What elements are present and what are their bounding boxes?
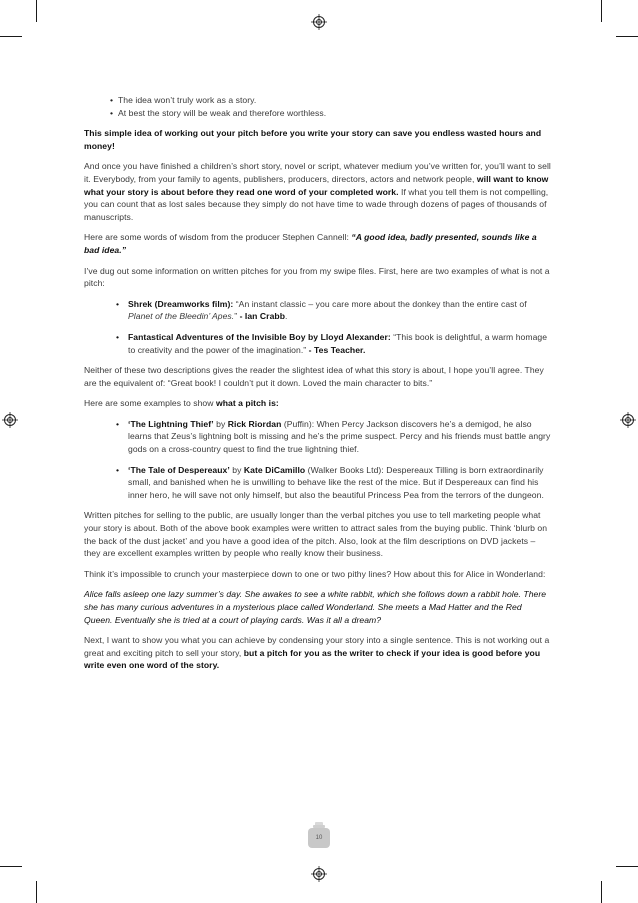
paragraph-simple-idea xyxy=(84,127,552,152)
page-number-badge xyxy=(306,821,332,849)
list-item xyxy=(84,331,552,356)
text: Here are some examples to show xyxy=(84,398,216,409)
crop-mark xyxy=(601,0,602,22)
registration-mark-icon xyxy=(620,412,636,428)
bold-text: but a pitch for you as the writer to check if your idea is good before you write even one word of the story. xyxy=(84,647,541,671)
crop-mark xyxy=(36,0,37,22)
paragraph-examples-intro xyxy=(84,397,552,410)
crop-mark xyxy=(616,866,638,867)
item-title: Shrek (Dreamworks film): xyxy=(128,298,234,309)
item-author: Rick Riordan xyxy=(227,418,282,429)
crop-mark xyxy=(601,881,602,903)
text: (Walker Books Ltd): Despereaux Tilling is born extraordinarily small, and banished when he is unwilling to behave like the rest of the mice. But if Despereaux can find his inner hero, he will save not only himself, but also the beautiful Princess Pea from the terrors of the dungeon. xyxy=(128,464,544,500)
bold-text: This simple idea of working out your pitch before you write your story can save you endless wasted hours and money! xyxy=(84,128,542,151)
paragraph-selling xyxy=(84,160,552,223)
paragraph-neither: Neither of these two descriptions gives the reader the slightest idea of what this story is about, I hope you’ll agree. They are the equivalent of: “Great book! I couldn’t put it down. Loved the main character to bits.” xyxy=(84,365,544,388)
registration-mark-icon xyxy=(311,866,327,882)
text: Next, I want to show you what you can achieve by condensing your story into a single sentence. This is not working out a great and exciting pitch to sell your story, xyxy=(84,635,550,658)
not-pitch-list xyxy=(84,298,552,356)
text: by xyxy=(213,418,228,429)
credit: - Ian Crabb xyxy=(239,311,285,322)
bold-text: will want to know what your story is about before they read one word of your completed work. xyxy=(84,173,549,197)
text: by xyxy=(229,464,244,475)
registration-mark-icon xyxy=(311,14,327,30)
paragraph-swipe-files: I’ve dug out some information on written pitches for you from my swipe files. First, here are two examples of what is not a pitch: xyxy=(84,265,550,289)
paragraph-next xyxy=(84,634,552,672)
item-title: ‘The Lightning Thief’ xyxy=(128,418,214,429)
document-body xyxy=(84,94,552,680)
italic-text: Planet of the Bleedin’ Apes. xyxy=(128,311,235,322)
item-title: Fantastical Adventures of the Invisible Boy by Lloyd Alexander: xyxy=(128,331,391,342)
crop-mark xyxy=(0,36,22,37)
paragraph-alice xyxy=(84,588,552,626)
paragraph-written-pitches: Written pitches for selling to the public, are usually longer than the verbal pitches you use to tell marketing people what your story is about. Both of the above book examples were written to attract sales from the buying public. Think ‘blurb on the back of the dust jacket’ and you have a good idea of the pitch. Also, look at the film descriptions on DVD jackets – they are excellent examples written by people who really know their business. xyxy=(84,510,548,559)
list-item xyxy=(84,464,552,502)
text: (Puffin): When Percy Jackson discovers he’s a demigod, he also learns that Zeus’s lightning bolt is missing and he’s the prime suspect. Percy and his friends must battle angry gods on a cross-country quest to find the true lightning thief. xyxy=(128,418,551,455)
italic-text: Alice falls asleep one lazy summer’s day. She awakes to see a white rabbit, which she follows down a rabbit hole. There she has many curious adventures in a mysterious place called Wonderland. She meets a Mad Hatter and the Red Queen. Eventually she is tried at a court of playing cards. Was it all a dream? xyxy=(84,589,547,625)
list-item: • The idea won’t truly work as a story. xyxy=(84,94,552,107)
crop-mark xyxy=(36,881,37,903)
intro-bullet-list xyxy=(84,94,552,119)
is-pitch-list xyxy=(84,418,552,502)
text: “This book is delightful, a warm homage to creativity and the power of the imagination.” xyxy=(128,331,548,355)
text: Here are some words of wisdom from the producer Stephen Cannell: xyxy=(84,232,352,243)
paragraph-cannell xyxy=(84,231,552,256)
paragraph-think: Think it’s impossible to crunch your masterpiece down to one or two pithy lines? How about this for Alice in Wonderland: xyxy=(84,568,546,579)
text: And once you have finished a children’s short story, novel or script, whatever medium you’ve written for, you’ll want to sell it. Everybody, from your family to agents, publishers, producers, directors, actors and network people, xyxy=(84,161,551,184)
item-author: Kate DiCamillo xyxy=(243,464,306,475)
list-item xyxy=(84,298,552,323)
bold-text: what a pitch is: xyxy=(215,398,279,409)
text: . xyxy=(285,311,288,322)
registration-mark-icon xyxy=(2,412,18,428)
item-title: ‘The Tale of Despereaux’ xyxy=(128,464,230,475)
crop-mark xyxy=(616,36,638,37)
text: ” xyxy=(234,311,240,322)
text: If what you tell them is not compelling, you can count that as lost sales because they simply do not have time to wade through dozens of pages of thousands of manuscripts. xyxy=(84,186,549,222)
page-number: 10 xyxy=(315,835,323,841)
quote-text: “A good idea, badly presented, sounds like a bad idea.” xyxy=(84,232,537,255)
text: “An instant classic – you care more about the donkey than the entire cast of xyxy=(233,298,527,309)
credit: - Tes Teacher. xyxy=(308,344,366,355)
list-item: • At best the story will be weak and therefore worthless. xyxy=(84,107,552,120)
crop-mark xyxy=(0,866,22,867)
list-item xyxy=(84,418,552,456)
